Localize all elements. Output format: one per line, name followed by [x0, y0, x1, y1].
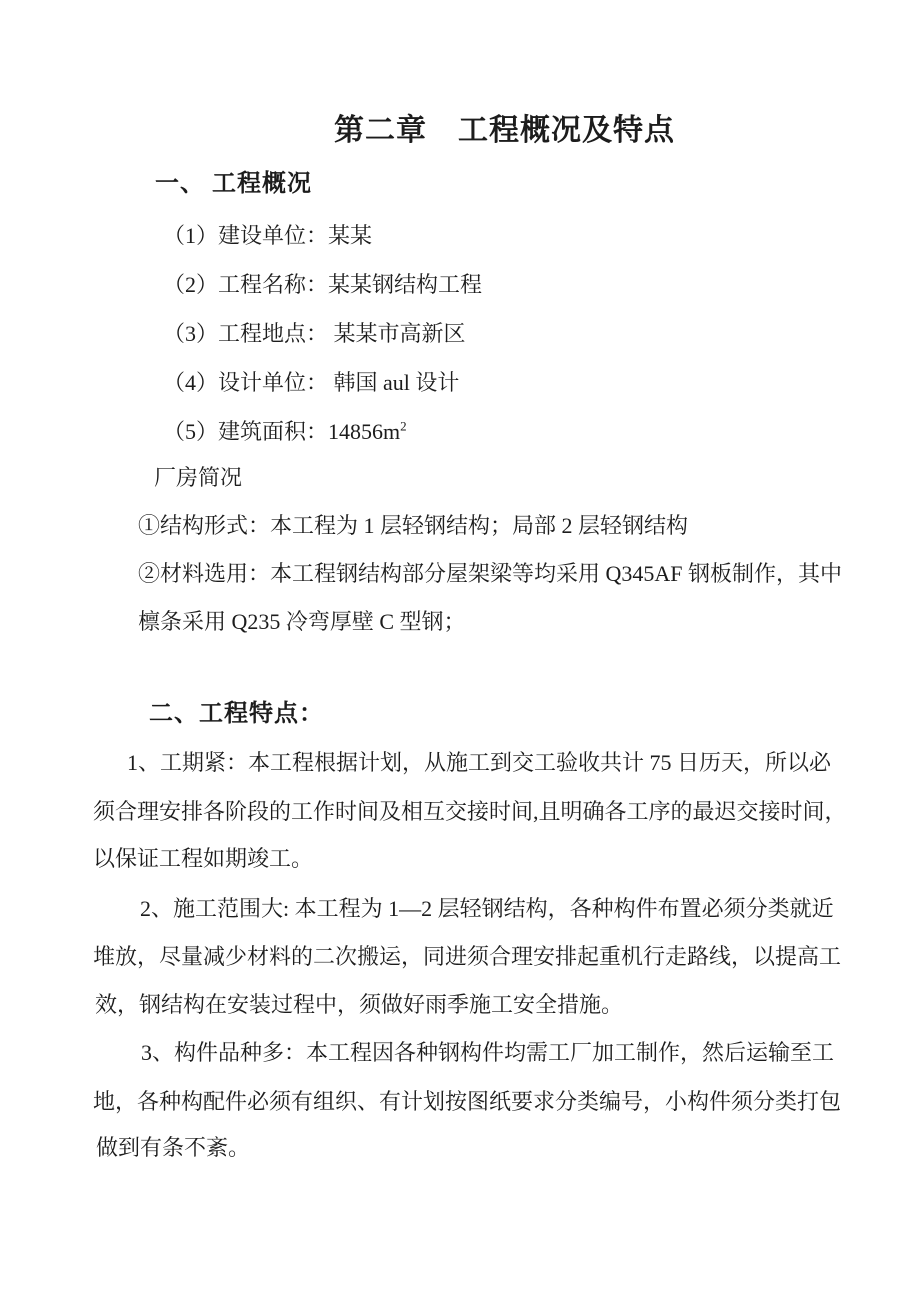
note-material-selection-line1: ②材料选用：本工程钢结构部分屋架梁等均采用 Q345AF 钢板制作，其中 [138, 561, 843, 586]
feature-3-line2: 地，各种构配件必须有组织、有计划按图纸要求分类编号，小构件须分类打包 [93, 1089, 842, 1114]
square-meter-superscript: 2 [400, 418, 407, 434]
feature-2-line2: 堆放，尽量减少材料的二次搬运，同进须合理安排起重机行走路线，以提高工 [93, 944, 842, 969]
overview-item-project-location: （3）工程地点： 某某市高新区 [163, 321, 466, 346]
factory-brief-label: 厂房简况 [154, 465, 243, 490]
feature-3-line1: 3、构件品种多：本工程因各种钢构件均需工厂加工制作，然后运输至工 [141, 1040, 835, 1065]
section-heading-overview: 一、 工程概况 [155, 171, 312, 197]
feature-3-line3: 做到有条不紊。 [96, 1135, 251, 1160]
overview-item-construction-unit: （1）建设单位：某某 [163, 223, 373, 248]
overview-item-design-unit: （4）设计单位： 韩国 aul 设计 [163, 370, 460, 395]
feature-1-line3: 以保证工程如期竣工。 [93, 846, 314, 871]
feature-2-line3: 效，钢结构在安装过程中，须做好雨季施工安全措施。 [95, 992, 624, 1017]
feature-2-line1: 2、施工范围大: 本工程为 1—2 层轻钢结构，各种构件布置必须分类就近 [140, 896, 834, 921]
feature-1-line2: 须合理安排各阶段的工作时间及相互交接时间,且明确各工序的最迟交接时间， [93, 799, 847, 824]
overview-item-building-area [163, 418, 407, 446]
overview-item-project-name: （2）工程名称：某某钢结构工程 [163, 272, 483, 297]
section-heading-features: 二、工程特点： [149, 701, 324, 727]
feature-1-line1: 1、工期紧：本工程根据计划，从施工到交工验收共计 75 日历天，所以必 [127, 750, 832, 775]
note-structure-form: ①结构形式：本工程为 1 层轻钢结构；局部 2 层轻钢结构 [138, 513, 689, 538]
page-title: 第二章 工程概况及特点 [334, 114, 675, 147]
note-material-selection-line2: 檩条采用 Q235 冷弯厚壁 C 型钢； [138, 609, 466, 634]
building-area-text: （5）建筑面积：14856m [163, 419, 401, 444]
